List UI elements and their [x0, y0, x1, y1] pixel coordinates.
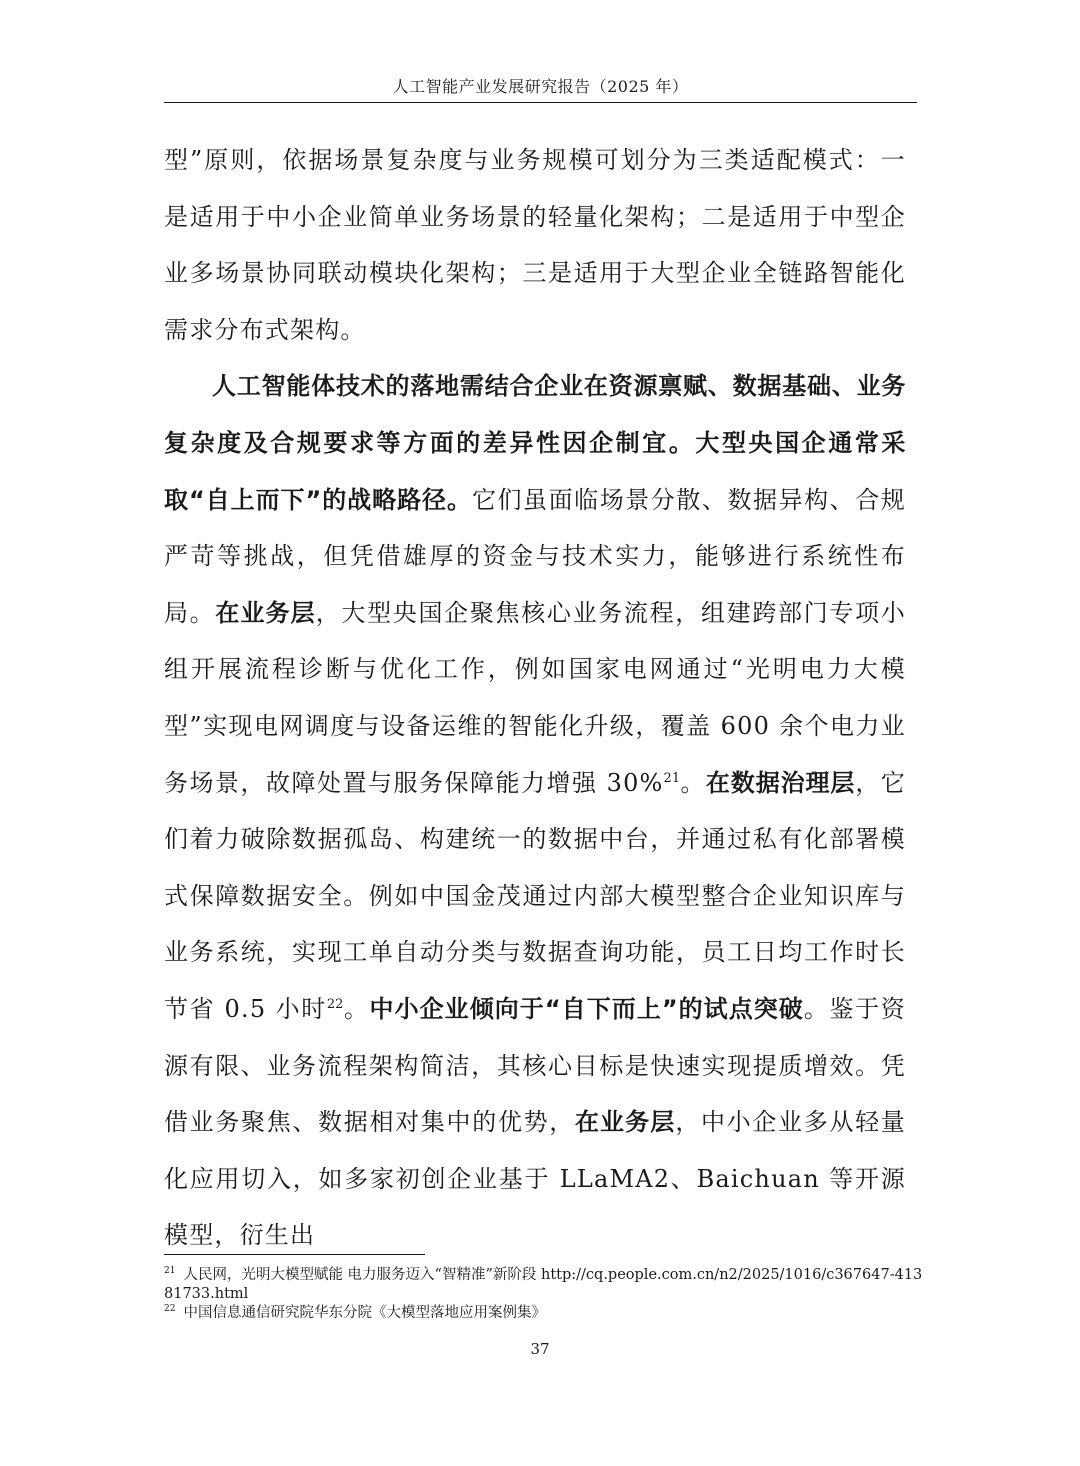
text-span: 它们虽面临场景分散、数据异构、合规严苛等挑战，但凭借雄厚的资金与技术实力，能够进行系统性布局。: [164, 485, 906, 627]
bold-data-governance-layer: 在数据治理层: [705, 768, 856, 797]
bold-business-layer-sme: 在业务层: [574, 1108, 676, 1137]
text-span: 。鉴于资源有限、业务流程架构简洁，其核心目标是快速实现提质增效。凭借业务聚焦、数据相对集中的优势，: [164, 994, 906, 1137]
footnote-21: [164, 1266, 924, 1304]
bold-business-layer: 在业务层: [215, 598, 316, 627]
paragraph-continued: 型”原则，依据场景复杂度与业务规模可划分为三类适配模式：一是适用于中小企业简单业务场景的轻量化架构；二是适用于中型企业多场景协同联动模块化架构；三是适用于大型企业全链路智能化需求分布式架构。: [164, 146, 906, 344]
footnote-ref-22[interactable]: 22: [326, 996, 344, 1012]
footnote-ref-21[interactable]: 21: [663, 770, 681, 786]
page-number: 37: [530, 1340, 550, 1358]
footnote-mark: 21: [164, 1266, 176, 1277]
footnote-divider: [164, 1254, 425, 1255]
text-span: ，中小企业多从轻量化应用切入，如多家初创企业基于 LLaMA2、Baichuan 等开源模型，衍生出: [164, 1108, 906, 1250]
bold-sme-path: 中小企业倾向于“自下而上”的试点突破: [369, 994, 804, 1023]
footnotes: [164, 1266, 924, 1323]
text-span: ，它们着力破除数据孤岛、构建统一的数据中台，并通过私有化部署模式保障数据安全。例如中国金茂通过内部大模型整合企业知识库与业务系统，实现工单自动分类与数据查询功能，员工日均工作时长节省 0.5 小时: [164, 768, 907, 1023]
header-divider: [164, 102, 917, 103]
footnote-text: 人民网，光明大模型赋能 电力服务迈入“智精准”新阶段 http://cq.people.com.cn/n2/2025/1016/c367647-41381733.html: [164, 1267, 923, 1302]
text-span: ，大型央国企聚焦核心业务流程，组建跨部门专项小组开展流程诊断与优化工作，例如国家电网通过“光明电力大模型”实现电网调度与设备运维的智能化升级，覆盖 600 余个电力业务场景，故障处置与服务保障能力增强 30%: [164, 598, 906, 797]
body-text: [164, 132, 906, 1264]
running-header: 人工智能产业发展研究报告（2025 年）: [392, 77, 689, 96]
footnote-mark: 22: [164, 1304, 176, 1315]
footnote-text: 中国信息通信研究院华东分院《大模型落地应用案例集》: [183, 1305, 546, 1321]
bold-lead-sentence: 人工智能体技术的落地需结合企业在资源禀赋、数据基础、业务复杂度及合规要求等方面的差异性因企制宜。大型央国企通常采取“自上而下”的战略路径。: [164, 372, 906, 514]
text-span: 。: [343, 994, 370, 1023]
footnote-22: [164, 1304, 924, 1323]
paragraph-enterprise-paths: [164, 358, 906, 1264]
text-span: 。: [680, 768, 706, 797]
